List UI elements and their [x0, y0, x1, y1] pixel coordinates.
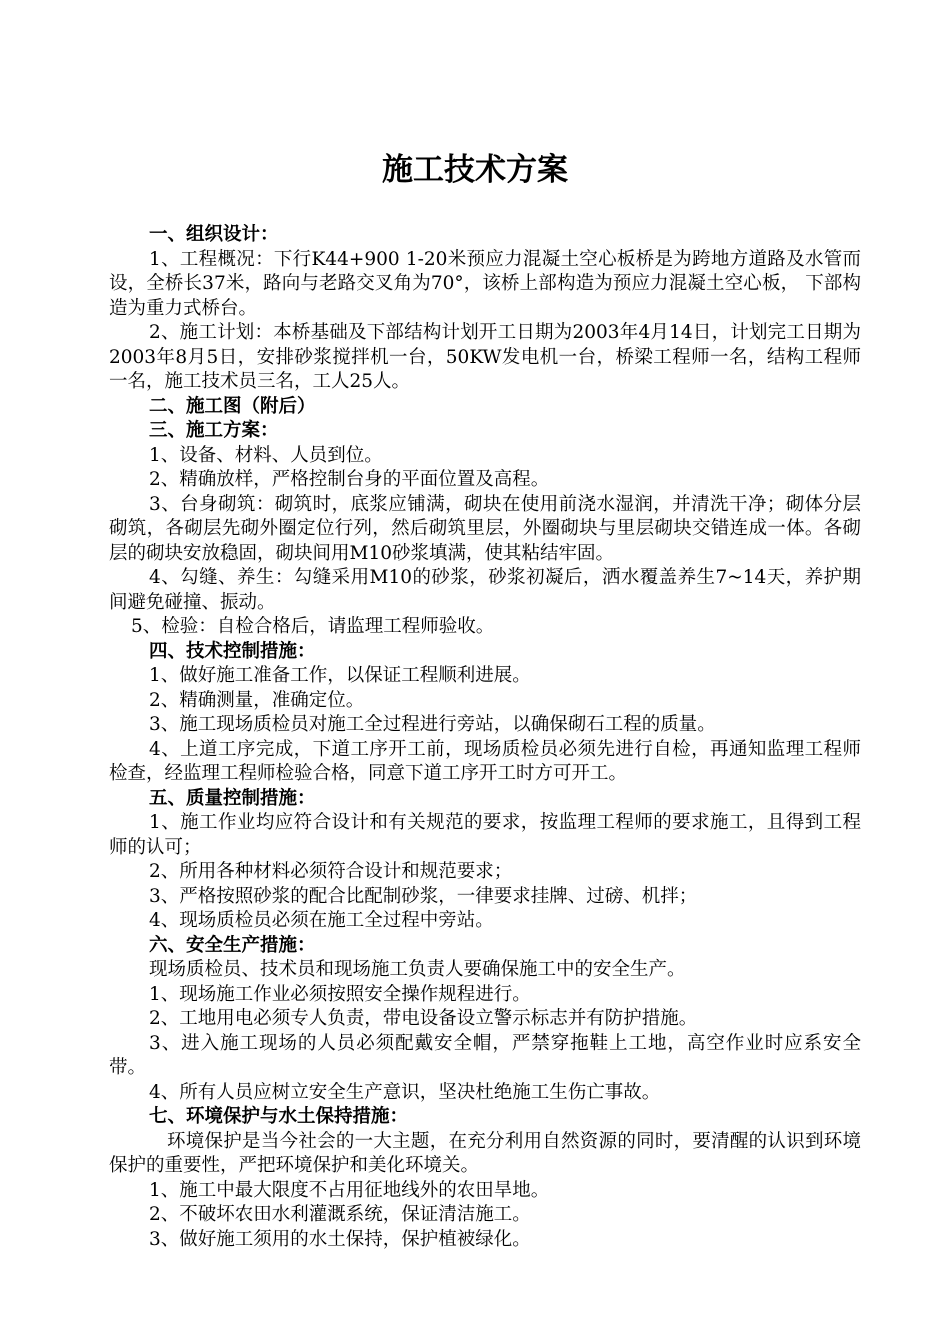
- paragraph: 1、做好施工准备工作，以保证工程顺利进展。: [149, 665, 531, 686]
- paragraph: 1、设备、材料、人员到位。: [149, 444, 383, 466]
- paragraph: 3、严格按照砂浆的配合比配制砂浆，一律要求挂牌、过磅、机拌；: [149, 885, 698, 907]
- paragraph: 4、所有人员应树立安全生产意识，坚决杜绝施工生伤亡事故。: [149, 1081, 661, 1103]
- paragraph: 3、台身砌筑：砌筑时，底浆应铺满，砌块在使用前浇水湿润，并清洗干净；砌体分层砌筑，各砌层先砌外圈定位行列，然后砌筑里层，外圈砌块与里层砌块交错连成一体。各砌层的砌块安放稳固，砌块间用M10砂浆填满，使其粘结牢固。: [109, 493, 861, 564]
- document-body: [109, 223, 861, 1252]
- page-title: 施工技术方案: [382, 152, 568, 188]
- section-heading: 一、组织设计：: [149, 224, 279, 245]
- section-heading: 五、质量控制措施：: [149, 787, 316, 809]
- section-heading: 三、施工方案：: [149, 420, 279, 441]
- paragraph: 2、精确测量，准确定位。: [149, 689, 365, 711]
- paragraph: 环境保护是当今社会的一大主题，在充分利用自然资源的同时，要清醒的认识到环境保护的重要性，严把环境保护和美化环境关。: [109, 1130, 861, 1176]
- paragraph: 2、所用各种材料必须符合设计和规范要求；: [149, 861, 513, 882]
- paragraph: 2、工地用电必须专人负责，带电设备设立警示标志并有防护措施。: [149, 1008, 698, 1029]
- paragraph: 3、施工现场质检员对施工全过程进行旁站，以确保砌石工程的质量。: [149, 714, 716, 735]
- paragraph: 3、做好施工须用的水土保持，保护植被绿化。: [149, 1228, 531, 1250]
- paragraph: 4、现场质检员必须在施工全过程中旁站。: [149, 910, 494, 931]
- paragraph: 2、施工计划：本桥基础及下部结构计划开工日期为2003年4月14日，计划完工日期为2003年8月5日，安排砂浆搅拌机一台，50KW发电机一台，桥梁工程师一名，结构工程师一名，施工技术员三名，工人25人。: [109, 322, 861, 392]
- section-heading: 六、安全生产措施：: [149, 934, 316, 956]
- paragraph: 现场质检员、技术员和现场施工负责人要确保施工中的安全生产。: [149, 959, 686, 980]
- section-heading: 二、施工图（附后）: [149, 395, 316, 417]
- paragraph: 1、施工作业均应符合设计和有关规范的要求，按监理工程师的要求施工，且得到工程师的认可；: [109, 812, 861, 858]
- paragraph: 2、精确放样，严格控制台身的平面位置及高程。: [149, 469, 550, 490]
- paragraph: 1、现场施工作业必须按照安全操作规程进行。: [149, 983, 531, 1005]
- paragraph: 3、进入施工现场的人员必须配戴安全帽，严禁穿拖鞋上工地，高空作业时应系安全带。: [109, 1032, 861, 1078]
- paragraph: 4、上道工序完成，下道工序开工前，现场质检员必须先进行自检，再通知监理工程师检查，经监理工程师检验合格，同意下道工序开工时方可开工。: [109, 738, 861, 784]
- paragraph: 5、检验：自检合格后，请监理工程师验收。: [131, 616, 495, 637]
- paragraph: 4、勾缝、养生：勾缝采用M10的砂浆，砂浆初凝后，洒水覆盖养生7~14天，养护期间避免碰撞、振动。: [109, 567, 861, 613]
- paragraph: 2、不破坏农田水利灌溉系统，保证清洁施工。: [149, 1204, 531, 1225]
- section-heading: 四、技术控制措施：: [149, 640, 316, 662]
- paragraph: 1、施工中最大限度不占用征地线外的农田旱地。: [149, 1179, 550, 1201]
- section-heading: 七、环境保护与水土保持措施：: [149, 1106, 409, 1127]
- paragraph: 1、工程概况：下行K44+900 1-20米预应力混凝土空心板桥是为跨地方道路及水管而设，全桥长37米，路向与老路交叉角为70°，该桥上部构造为预应力混凝土空心板， 下部构造为重力式桥台。: [109, 248, 861, 319]
